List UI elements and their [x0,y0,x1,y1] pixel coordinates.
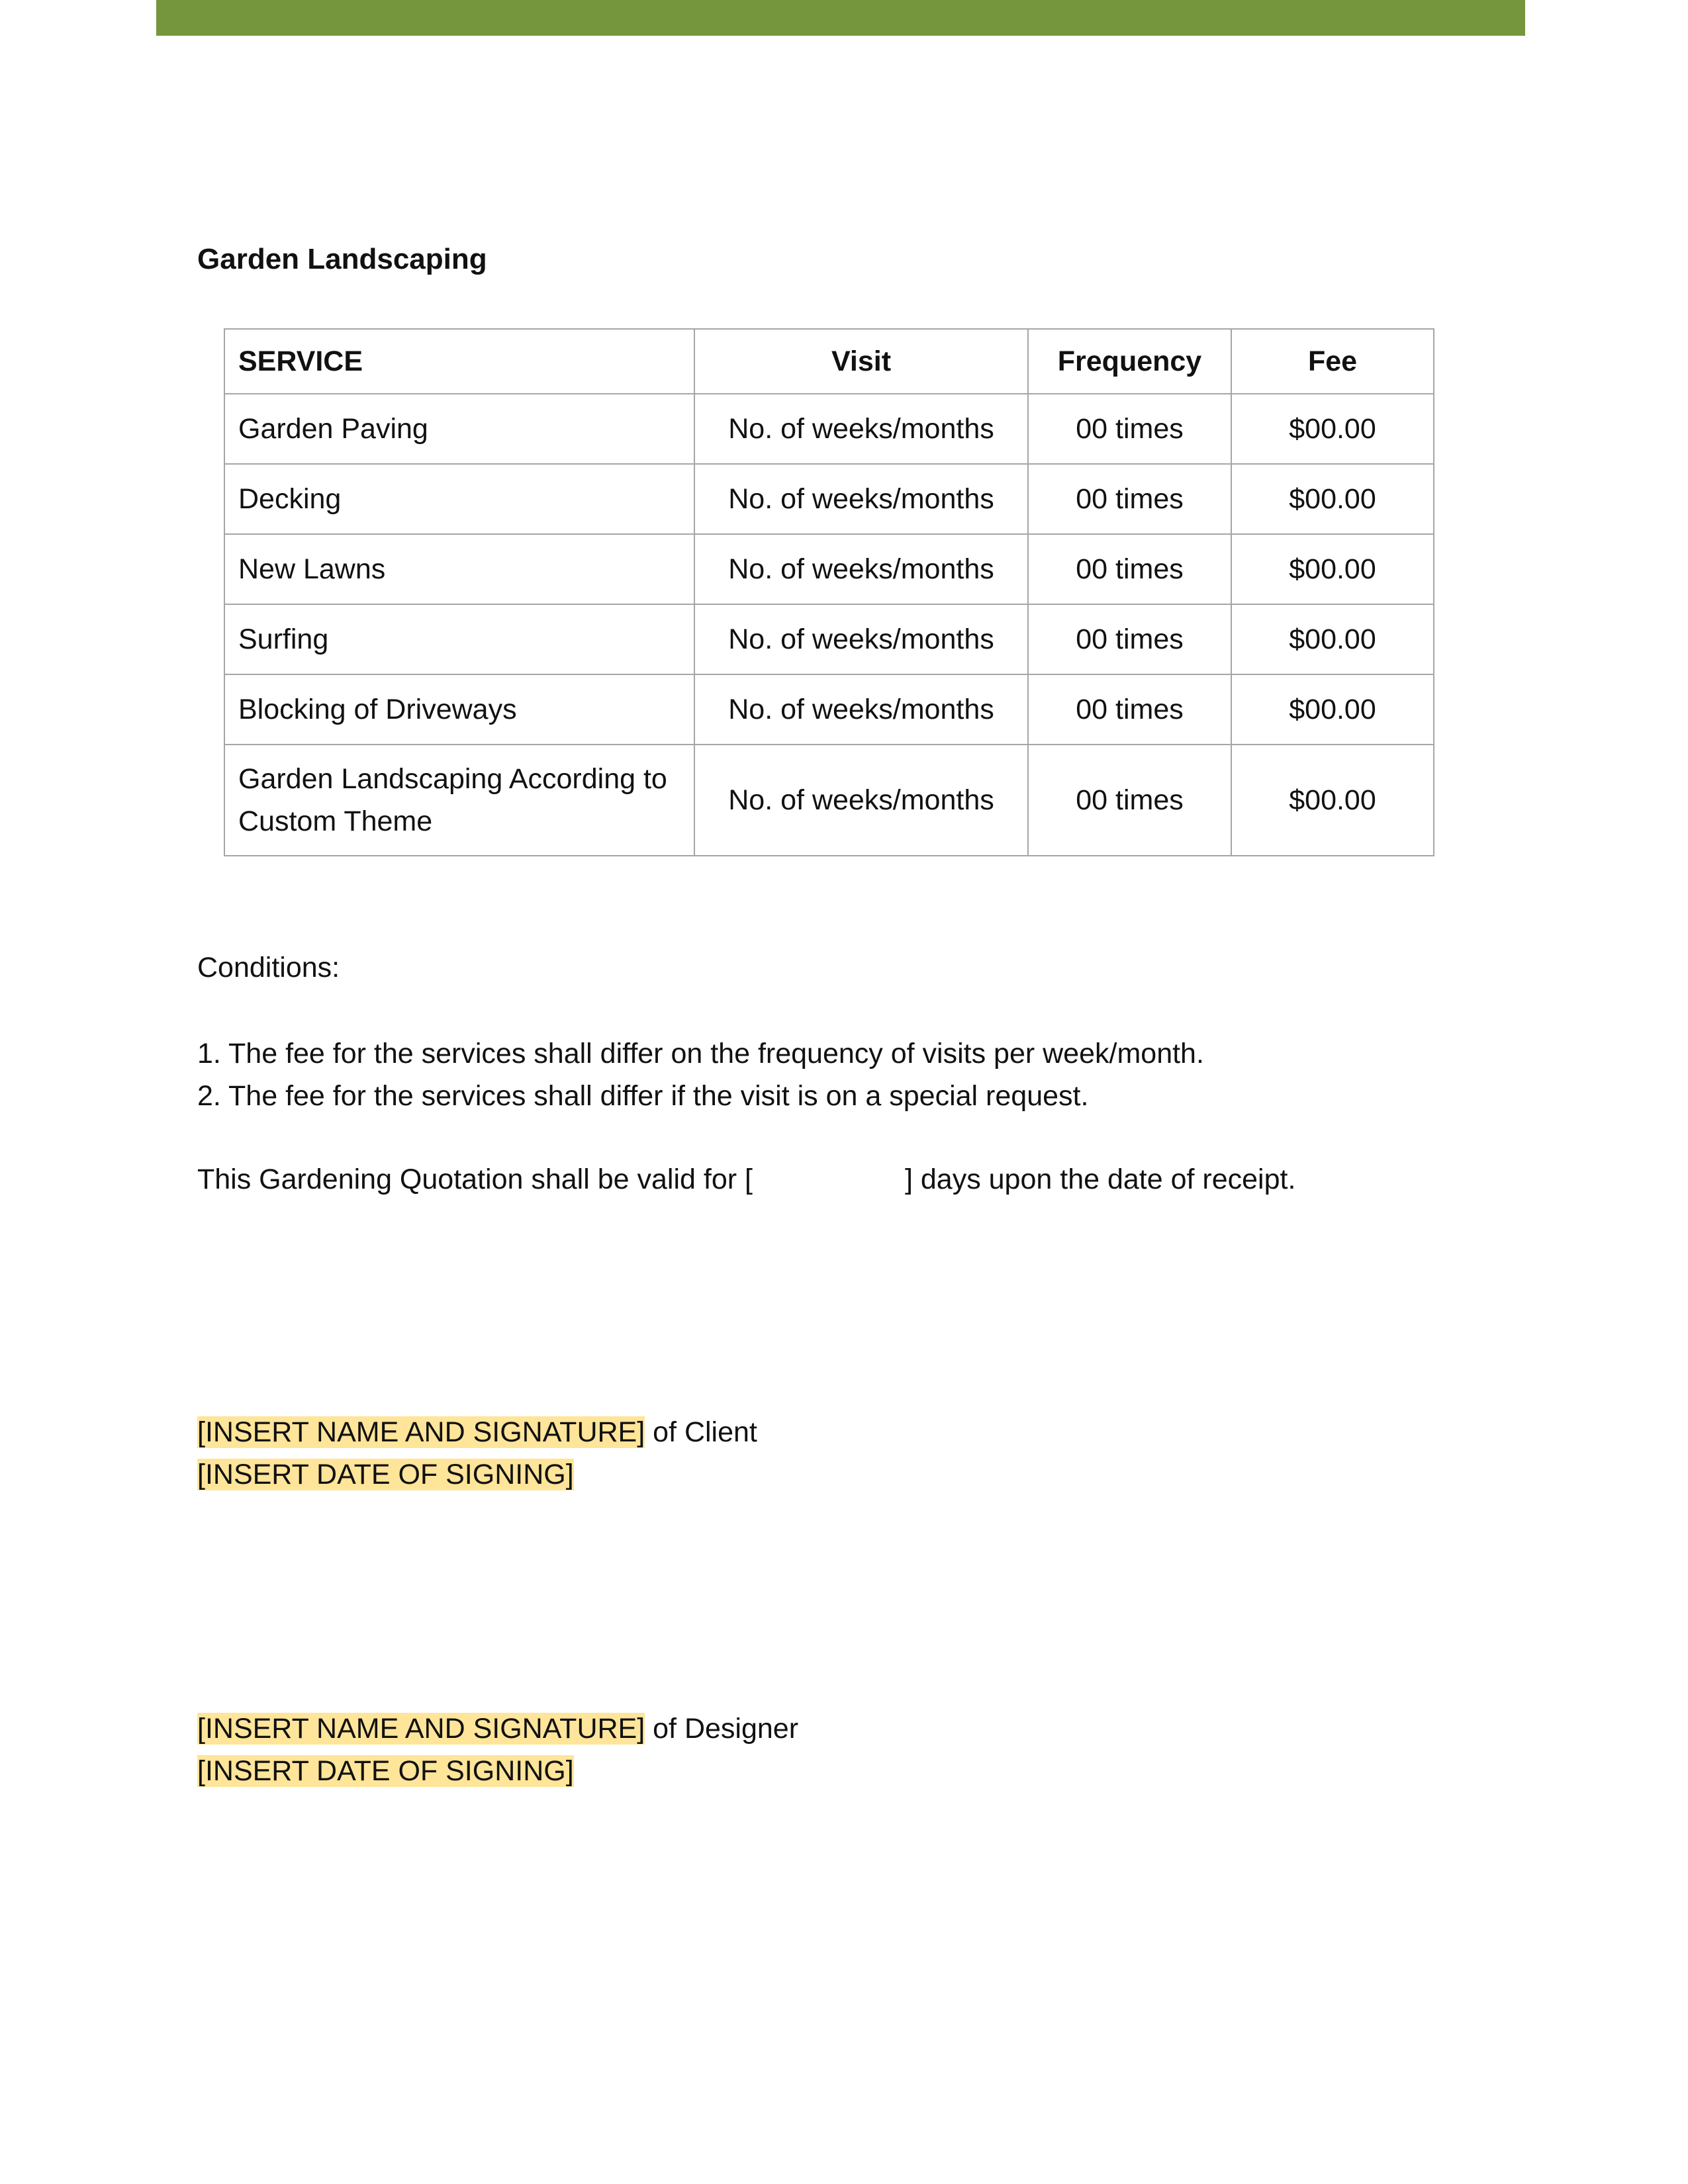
validity-text-before: This Gardening Quotation shall be valid for [ [197,1163,753,1195]
table-header-row [224,329,1434,394]
client-role: of Client [645,1416,757,1448]
table-row [224,464,1434,534]
client-date-placeholder: [INSERT DATE OF SIGNING] [197,1459,574,1490]
header-visit: Visit [694,329,1028,394]
client-name-line [197,1411,757,1453]
table-row [224,745,1434,856]
cell-visit: No. of weeks/months [694,534,1028,604]
table-row [224,604,1434,674]
cell-service: Decking [224,464,694,534]
list-item: 1. The fee for the services shall differ on the frequency of visits per week/month. [197,1038,1204,1069]
designer-name-line [197,1707,798,1750]
cell-fee: $00.00 [1231,745,1434,856]
cell-visit: No. of weeks/months [694,745,1028,856]
cell-visit: No. of weeks/months [694,604,1028,674]
designer-signature-block [197,1707,798,1792]
list-item: 2. The fee for the services shall differ if the visit is on a special request. [197,1080,1089,1112]
services-table [224,328,1434,856]
conditions-list [197,1032,1204,1117]
cell-frequency: 00 times [1028,745,1231,856]
cell-frequency: 00 times [1028,464,1231,534]
validity-text-after: ] days upon the date of receipt. [904,1163,1296,1195]
designer-date-placeholder: [INSERT DATE OF SIGNING] [197,1755,574,1787]
client-name-placeholder: [INSERT NAME AND SIGNATURE] [197,1416,645,1448]
client-signature-block [197,1411,757,1496]
header-accent-bar [156,0,1525,36]
cell-service: Garden Landscaping According to Custom Theme [224,745,694,856]
cell-frequency: 00 times [1028,534,1231,604]
cell-service: Surfing [224,604,694,674]
header-fee: Fee [1231,329,1434,394]
cell-service: New Lawns [224,534,694,604]
cell-fee: $00.00 [1231,394,1434,464]
cell-fee: $00.00 [1231,604,1434,674]
cell-frequency: 00 times [1028,674,1231,745]
cell-fee: $00.00 [1231,674,1434,745]
cell-service: Blocking of Driveways [224,674,694,745]
cell-frequency: 00 times [1028,604,1231,674]
designer-role: of Designer [645,1713,799,1745]
designer-date-line [197,1750,798,1792]
cell-visit: No. of weeks/months [694,674,1028,745]
header-frequency: Frequency [1028,329,1231,394]
header-service: SERVICE [224,329,694,394]
table-row [224,674,1434,745]
designer-name-placeholder: [INSERT NAME AND SIGNATURE] [197,1713,645,1745]
cell-visit: No. of weeks/months [694,394,1028,464]
table-row [224,534,1434,604]
client-date-line [197,1453,757,1496]
cell-fee: $00.00 [1231,534,1434,604]
section-heading: Garden Landscaping [197,243,487,275]
conditions-label: Conditions: [197,952,340,983]
cell-visit: No. of weeks/months [694,464,1028,534]
cell-fee: $00.00 [1231,464,1434,534]
table-row [224,394,1434,464]
validity-statement [197,1160,1295,1199]
cell-service: Garden Paving [224,394,694,464]
cell-frequency: 00 times [1028,394,1231,464]
